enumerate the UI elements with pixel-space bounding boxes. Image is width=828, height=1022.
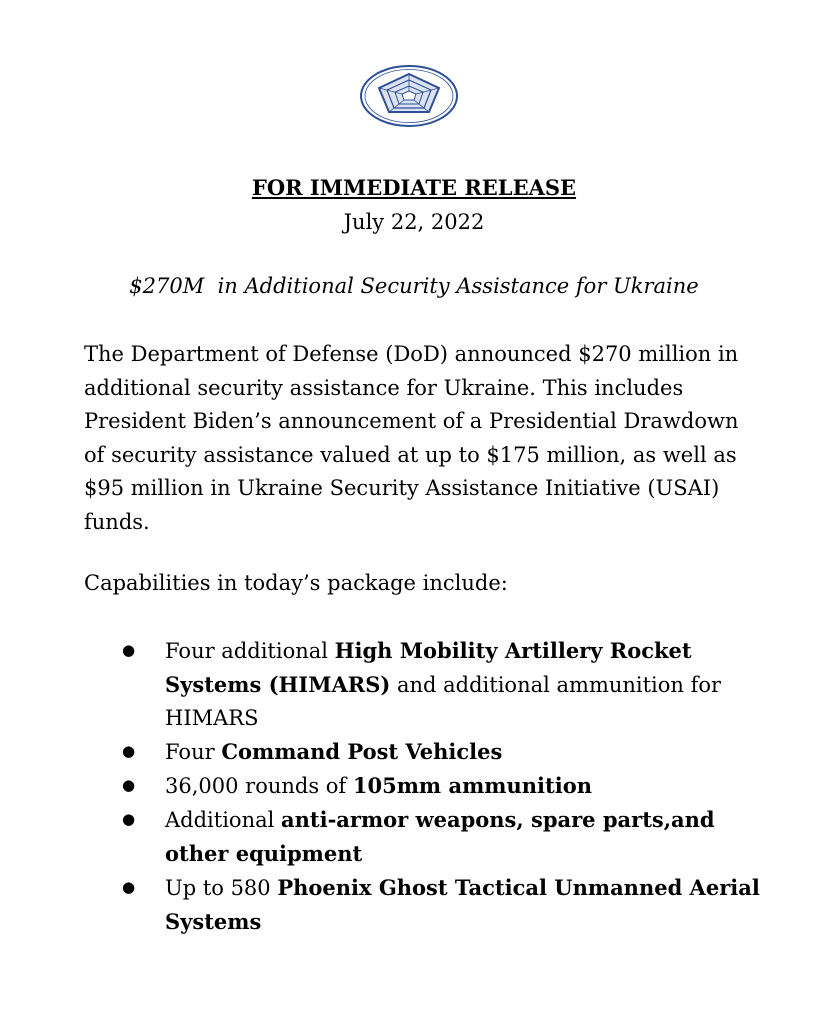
list-item: ● Four Command Post Vehicles: [122, 735, 762, 769]
capabilities-list: [122, 634, 762, 939]
bullet-icon: ●: [122, 641, 136, 659]
list-item: ● Additional anti-armor weapons, spare parts,and other equipment: [122, 803, 762, 871]
bullet-icon: ●: [122, 878, 136, 896]
release-title: $270M in Additional Security Assistance for Ukraine: [129, 274, 699, 298]
release-heading: [0, 172, 828, 204]
body-paragraph: The Department of Defense (DoD) announced $270 million in additional security assistance for Ukraine. This includes President Biden’s announcement of a Presidential Drawdown of security assistance valued at up to $175 million, as well as $95 million in Ukraine Security Assistance Initiative (USAI) funds.: [84, 342, 739, 534]
capabilities-intro: Capabilities in today’s package include:: [84, 571, 508, 595]
release-heading-text: FOR IMMEDIATE RELEASE: [251, 175, 577, 200]
list-item: ● Four additional High Mobility Artillery Rocket Systems (HIMARS) and additional ammunition for HIMARS: [122, 634, 762, 735]
list-item: ● 36,000 rounds of 105mm ammunition: [122, 769, 762, 803]
release-date: July 22, 2022: [343, 210, 485, 234]
list-item: ● Up to 580 Phoenix Ghost Tactical Unmanned Aerial Systems: [122, 871, 762, 939]
bullet-icon: ●: [122, 742, 136, 760]
bullet-icon: ●: [122, 776, 136, 794]
bullet-icon: ●: [122, 810, 136, 828]
pentagon-seal-icon: [359, 64, 459, 128]
